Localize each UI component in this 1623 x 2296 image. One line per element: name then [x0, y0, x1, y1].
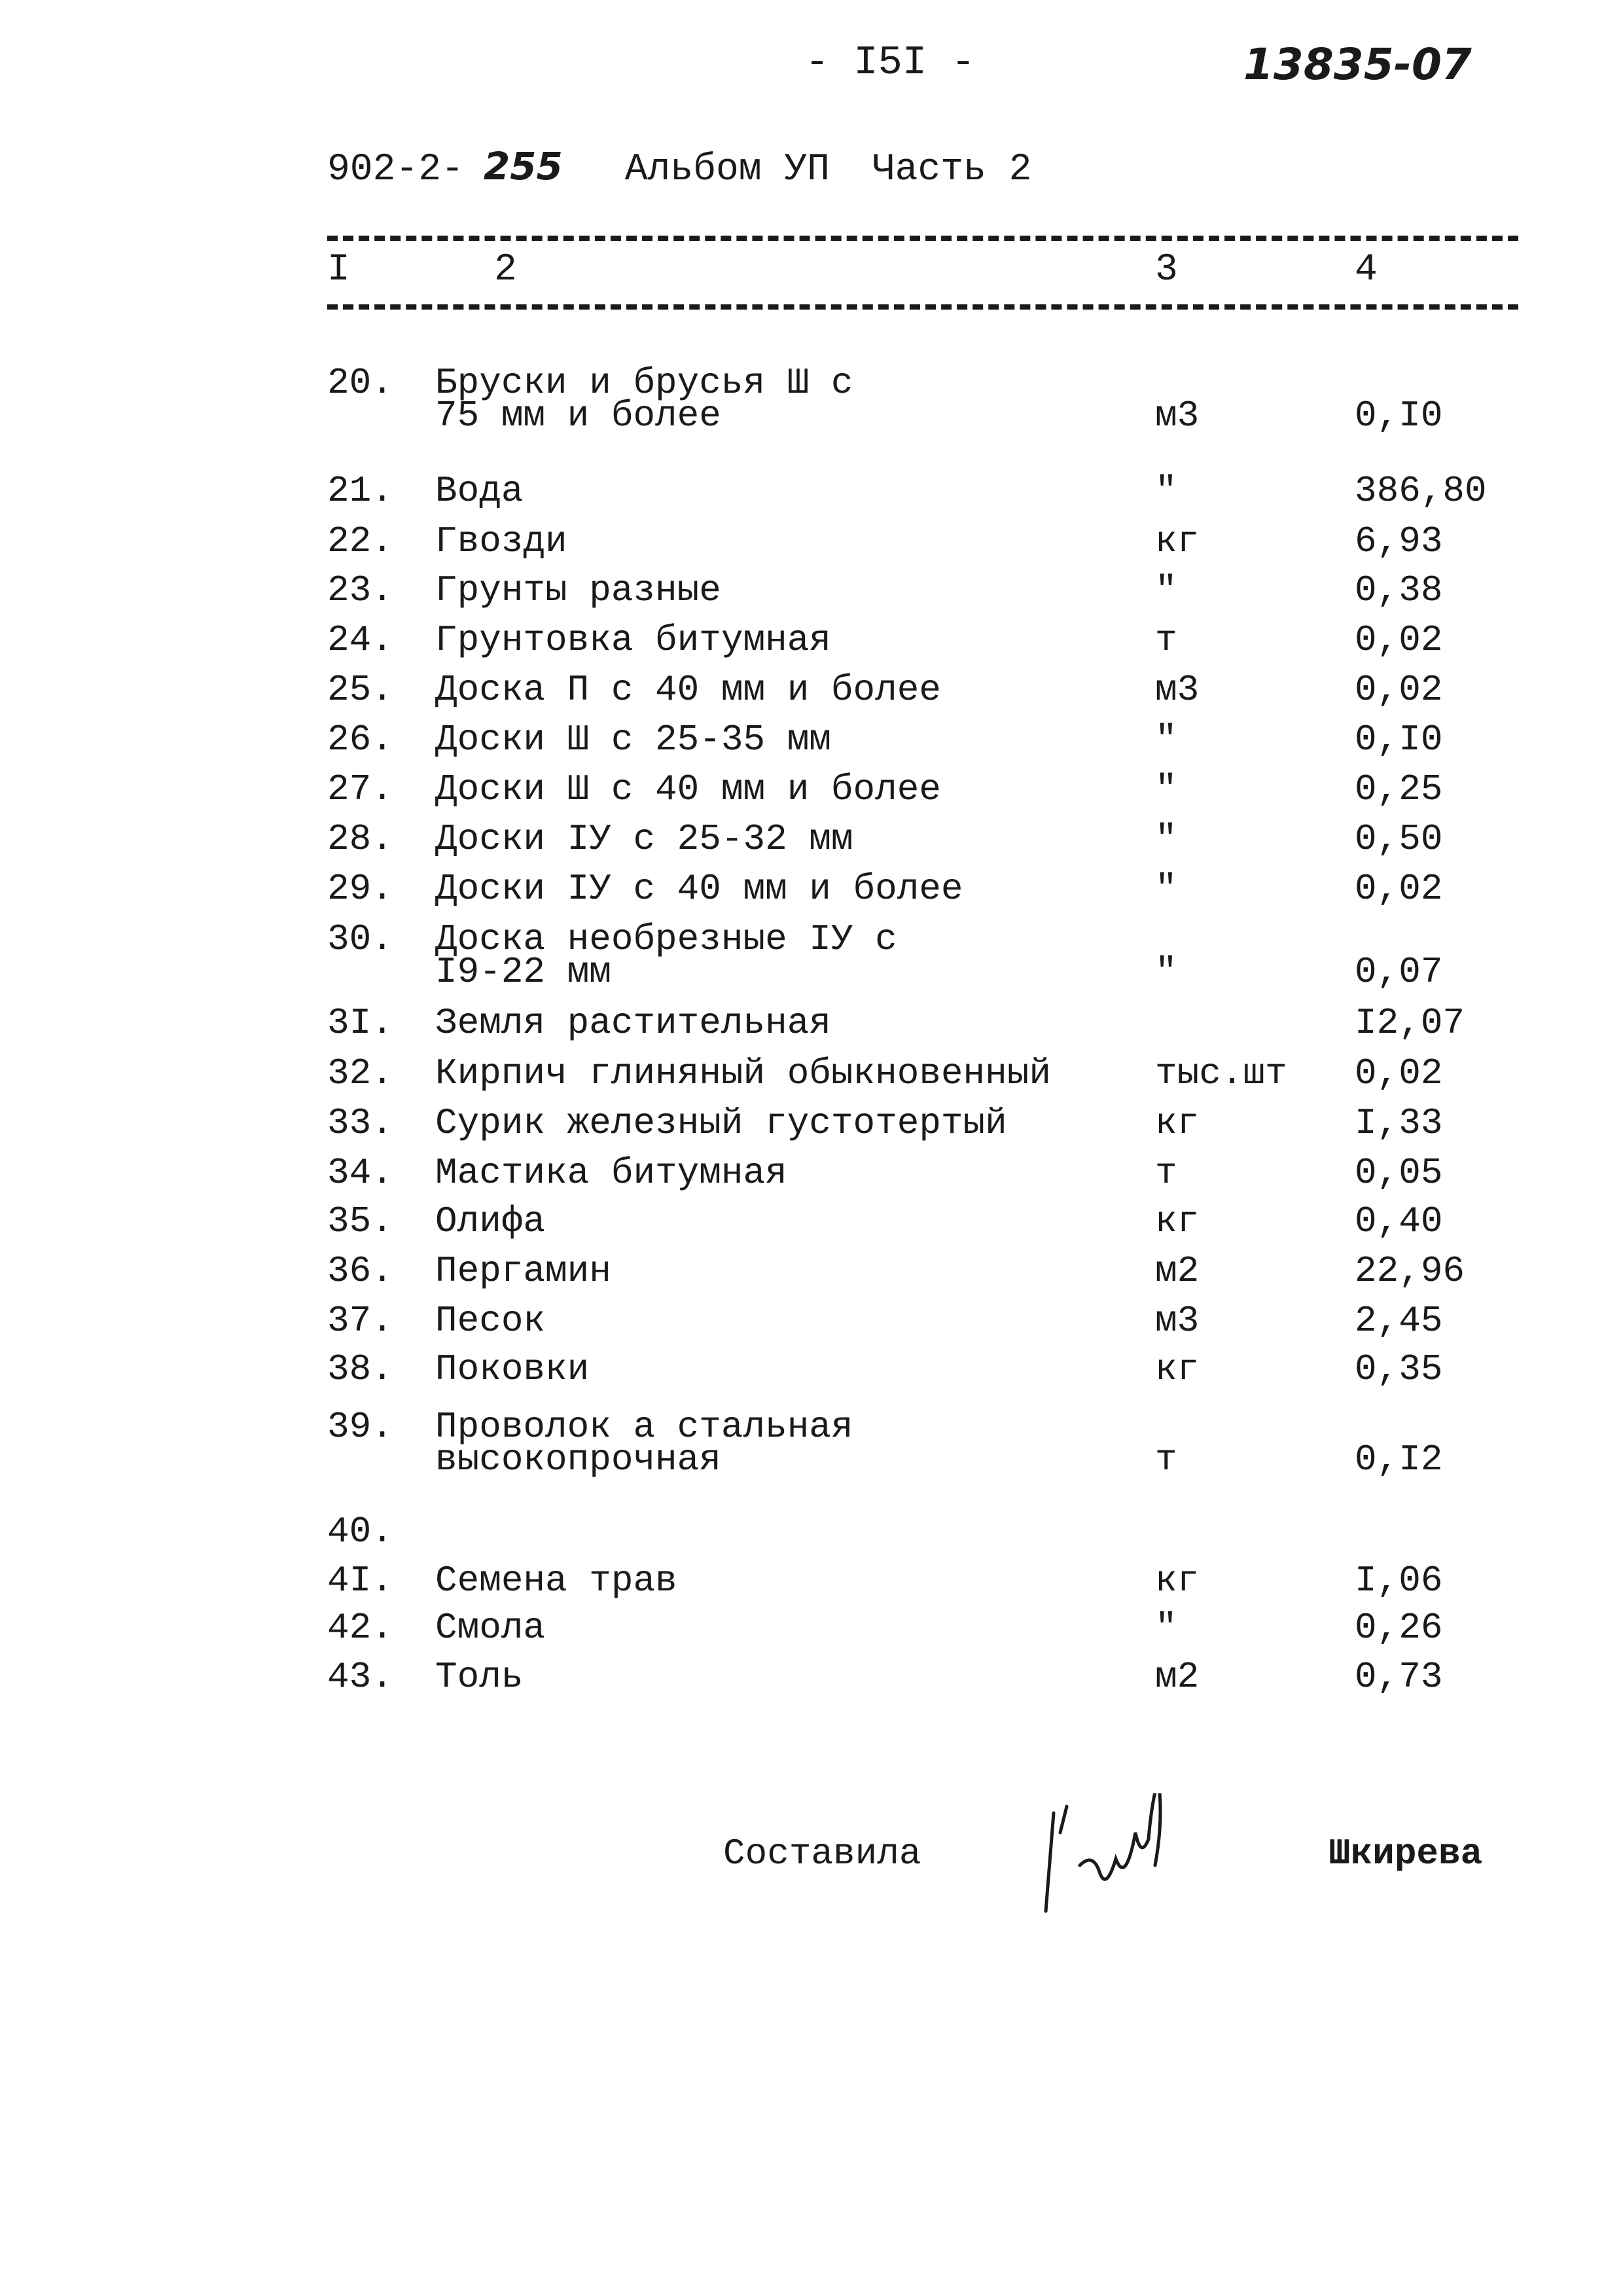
table-row: [327, 670, 1518, 709]
table-row: [327, 1153, 1518, 1193]
album-header: [327, 144, 1051, 191]
album-label: Альбом УП: [624, 149, 830, 191]
unit: кг: [1155, 1560, 1200, 1602]
unit: ": [1155, 470, 1177, 512]
material-name: Гвозди: [435, 520, 567, 562]
material-name: Доска необрезные IУ с: [435, 918, 897, 960]
quantity: 0,25: [1355, 768, 1443, 810]
table-row: [327, 1202, 1518, 1241]
row-number: 27.: [327, 768, 393, 810]
table-row: [327, 1608, 1518, 1647]
quantity: 0,35: [1355, 1348, 1443, 1390]
quantity: 0,40: [1355, 1200, 1443, 1242]
unit: кг: [1155, 520, 1200, 562]
signature-name: Шкирева: [1329, 1833, 1483, 1874]
row-number: 37.: [327, 1300, 393, 1342]
table-row: [327, 1407, 1518, 1486]
row-number: 4I.: [327, 1560, 393, 1602]
row-number: 33.: [327, 1102, 393, 1144]
quantity: 0,73: [1355, 1656, 1443, 1698]
table-row: [327, 1301, 1518, 1340]
unit: м3: [1155, 669, 1200, 711]
quantity: 0,I0: [1355, 395, 1443, 437]
material-name: Мастика битумная: [435, 1152, 787, 1194]
quantity: 0,07: [1355, 951, 1443, 993]
row-number: 22.: [327, 520, 393, 562]
row-number: 20.: [327, 362, 393, 404]
table-row: [327, 770, 1518, 809]
unit: ": [1155, 768, 1177, 810]
quantity: 0,26: [1355, 1607, 1443, 1649]
table-header-rule: [327, 304, 1518, 310]
table-row: [327, 471, 1518, 511]
unit: м3: [1155, 395, 1200, 437]
row-number: 29.: [327, 868, 393, 910]
table-row: [327, 1054, 1518, 1093]
quantity: 0,38: [1355, 569, 1443, 611]
unit: ": [1155, 569, 1177, 611]
material-name: Доски Ш с 25-35 мм: [435, 719, 831, 761]
row-number: 43.: [327, 1656, 393, 1698]
quantity: 0,02: [1355, 868, 1443, 910]
table-row: [327, 363, 1518, 442]
quantity: 386,80: [1355, 470, 1487, 512]
material-name: Кирпич глиняный обыкновенный: [435, 1052, 1051, 1094]
quantity: I2,07: [1355, 1002, 1465, 1044]
row-number: 23.: [327, 569, 393, 611]
material-name: Доски IУ с 25-32 мм: [435, 818, 853, 860]
table-row: [327, 1251, 1518, 1291]
signature-mark: [1041, 1793, 1198, 1928]
row-number: 34.: [327, 1152, 393, 1194]
material-name: Олифа: [435, 1200, 546, 1242]
material-name-continued: высокопрочная: [435, 1439, 721, 1480]
row-number: 24.: [327, 619, 393, 661]
material-name: Проволок а стальная: [435, 1406, 853, 1448]
unit: кг: [1155, 1348, 1200, 1390]
material-name: Сурик железный густотертый: [435, 1102, 1007, 1144]
row-number: 32.: [327, 1052, 393, 1094]
material-name: Песок: [435, 1300, 546, 1342]
row-number: 21.: [327, 470, 393, 512]
row-number: 30.: [327, 918, 393, 960]
row-number: 3I.: [327, 1002, 393, 1044]
part-label: Часть 2: [872, 149, 1032, 191]
table-row: [327, 1103, 1518, 1143]
quantity: 0,02: [1355, 619, 1443, 661]
material-name: Толь: [435, 1656, 524, 1698]
table-row: [327, 571, 1518, 610]
unit: ": [1155, 1607, 1177, 1649]
document-number: 13835-07: [1243, 39, 1472, 90]
material-name: Бруски и брусья Ш с: [435, 362, 853, 404]
unit: м2: [1155, 1656, 1200, 1698]
unit: ": [1155, 818, 1177, 860]
unit: м3: [1155, 1300, 1200, 1342]
table-row: [327, 620, 1518, 660]
quantity: 0,I0: [1355, 719, 1443, 761]
material-name: Смола: [435, 1607, 546, 1649]
table-row: [327, 1657, 1518, 1696]
row-number: 26.: [327, 719, 393, 761]
quantity: 0,02: [1355, 669, 1443, 711]
table-top-rule: [327, 236, 1518, 241]
unit: кг: [1155, 1200, 1200, 1242]
row-number: 25.: [327, 669, 393, 711]
table-row: [327, 1512, 1518, 1551]
quantity: 6,93: [1355, 520, 1443, 562]
table-row: [327, 720, 1518, 759]
quantity: 0,50: [1355, 818, 1443, 860]
material-name-continued: 75 мм и более: [435, 395, 721, 437]
row-number: 35.: [327, 1200, 393, 1242]
row-number: 38.: [327, 1348, 393, 1390]
row-number: 36.: [327, 1250, 393, 1292]
material-name: Доска П с 40 мм и более: [435, 669, 941, 711]
column-header-1: I: [327, 249, 350, 291]
quantity: 0,02: [1355, 1052, 1443, 1094]
table-row: [327, 1003, 1518, 1043]
table-row: [327, 1561, 1518, 1600]
unit: т: [1155, 619, 1177, 661]
quantity: I,06: [1355, 1560, 1443, 1602]
unit: кг: [1155, 1102, 1200, 1144]
unit: м2: [1155, 1250, 1200, 1292]
material-name: Доски Ш с 40 мм и более: [435, 768, 941, 810]
material-name: Доски IУ с 40 мм и более: [435, 868, 963, 910]
project-code: 902-2- 255: [327, 144, 563, 191]
quantity: 2,45: [1355, 1300, 1443, 1342]
material-name: Земля растительная: [435, 1002, 831, 1044]
column-header-4: 4: [1355, 249, 1378, 291]
unit: ": [1155, 951, 1177, 993]
page-number: - I5I -: [805, 39, 976, 86]
unit: ": [1155, 868, 1177, 910]
row-number: 40.: [327, 1511, 393, 1552]
row-number: 39.: [327, 1406, 393, 1448]
unit: тыс.шт: [1155, 1052, 1287, 1094]
table-row: [327, 869, 1518, 908]
row-number: 42.: [327, 1607, 393, 1649]
material-name: Вода: [435, 470, 524, 512]
unit: т: [1155, 1439, 1177, 1480]
material-name-continued: I9-22 мм: [435, 951, 611, 993]
column-header-3: 3: [1155, 249, 1178, 291]
material-name: Поковки: [435, 1348, 590, 1390]
quantity: 0,05: [1355, 1152, 1443, 1194]
material-name: Пергамин: [435, 1250, 611, 1292]
unit: т: [1155, 1152, 1177, 1194]
signature-label: Составила: [723, 1833, 921, 1874]
table-row: [327, 819, 1518, 859]
table-row: [327, 920, 1518, 998]
column-header-2: 2: [494, 249, 517, 291]
row-number: 28.: [327, 818, 393, 860]
table-row: [327, 1350, 1518, 1389]
quantity: I,33: [1355, 1102, 1443, 1144]
quantity: 22,96: [1355, 1250, 1465, 1292]
material-name: Грунтовка битумная: [435, 619, 831, 661]
material-name: Грунты разные: [435, 569, 721, 611]
quantity: 0,I2: [1355, 1439, 1443, 1480]
table-row: [327, 522, 1518, 561]
material-name: Семена трав: [435, 1560, 677, 1602]
unit: ": [1155, 719, 1177, 761]
